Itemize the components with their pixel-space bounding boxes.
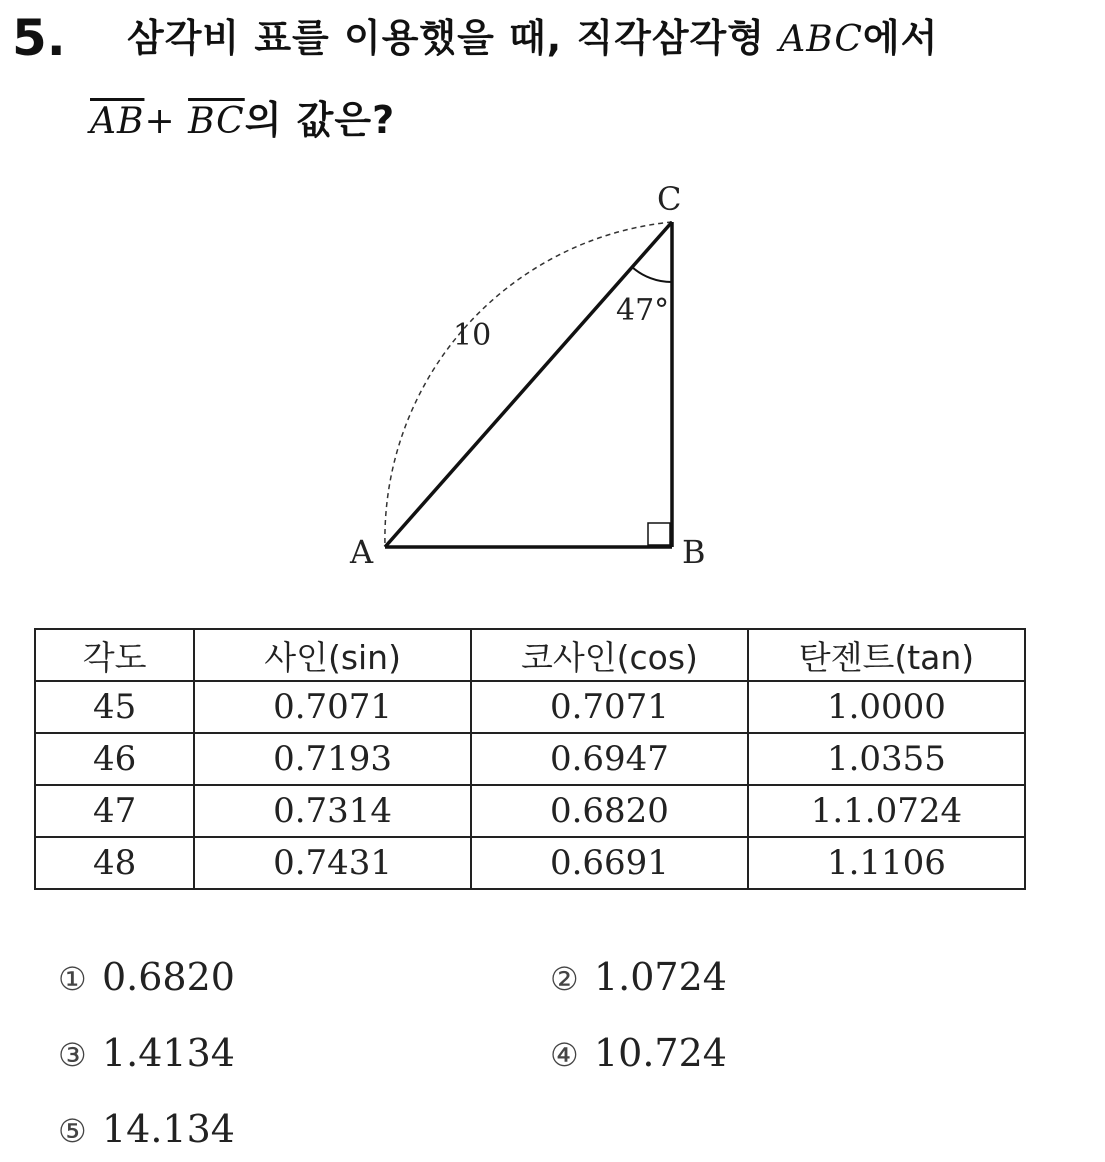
cell-cos: 0.6691	[471, 837, 748, 889]
trig-table	[34, 628, 1026, 890]
cell-tan: 1.1106	[748, 837, 1025, 889]
table-row	[35, 837, 1025, 889]
choice-1[interactable]	[58, 955, 235, 999]
cell-cos: 0.7071	[471, 681, 748, 733]
question-ending: 의 값은?	[244, 98, 396, 142]
vertex-b-label: B	[682, 533, 706, 571]
cell-angle: 46	[35, 733, 194, 785]
right-angle-marker	[648, 523, 670, 545]
cell-angle: 45	[35, 681, 194, 733]
question-line-1	[127, 14, 938, 64]
cell-angle: 47	[35, 785, 194, 837]
table-row	[35, 681, 1025, 733]
choice-value: 10.724	[594, 1031, 727, 1075]
choice-value: 1.4134	[102, 1031, 235, 1075]
cell-cos: 0.6947	[471, 733, 748, 785]
question-text-suffix: 에서	[862, 16, 939, 60]
vertex-a-label: A	[350, 533, 374, 571]
table-row	[35, 785, 1025, 837]
cell-cos: 0.6820	[471, 785, 748, 837]
table-header-row	[35, 629, 1025, 681]
header-angle: 각도	[35, 629, 194, 681]
question-number: 5.	[12, 9, 66, 67]
vertex-c-label: C	[657, 180, 682, 218]
question-text: 삼각비 표를 이용했을 때, 직각삼각형	[127, 16, 780, 60]
triangle-figure	[330, 170, 730, 580]
header-tan: 탄젠트(tan)	[748, 629, 1025, 681]
hypotenuse-length-label: 10	[453, 318, 492, 353]
plus-sign: +	[144, 101, 189, 142]
side-ac	[385, 222, 672, 547]
choice-marker: ④	[550, 1036, 579, 1074]
cell-sin: 0.7431	[194, 837, 471, 889]
table-row	[35, 733, 1025, 785]
cell-tan: 1.1.0724	[748, 785, 1025, 837]
choice-4[interactable]	[550, 1031, 727, 1075]
choice-value: 14.134	[102, 1107, 235, 1151]
triangle-name: ABC	[779, 19, 863, 60]
choice-marker: ②	[550, 960, 579, 998]
angle-arc	[632, 267, 672, 282]
angle-label: 47°	[616, 293, 670, 328]
choice-value: 0.6820	[102, 955, 235, 999]
cell-sin: 0.7314	[194, 785, 471, 837]
cell-sin: 0.7193	[194, 733, 471, 785]
header-sin: 사인(sin)	[194, 629, 471, 681]
header-cos: 코사인(cos)	[471, 629, 748, 681]
choice-3[interactable]	[58, 1031, 235, 1075]
segment-bc: $\overline{BC}$	[188, 101, 245, 142]
cell-angle: 48	[35, 837, 194, 889]
choice-5[interactable]	[58, 1107, 235, 1151]
cell-sin: 0.7071	[194, 681, 471, 733]
choice-marker: ①	[58, 960, 87, 998]
cell-tan: 1.0355	[748, 733, 1025, 785]
choice-marker: ⑤	[58, 1112, 87, 1150]
choice-2[interactable]	[550, 955, 727, 999]
segment-ab: $\overline{AB}$	[90, 101, 145, 142]
choice-value: 1.0724	[594, 955, 727, 999]
cell-tan: 1.0000	[748, 681, 1025, 733]
question-line-2	[90, 96, 395, 146]
choice-marker: ③	[58, 1036, 87, 1074]
